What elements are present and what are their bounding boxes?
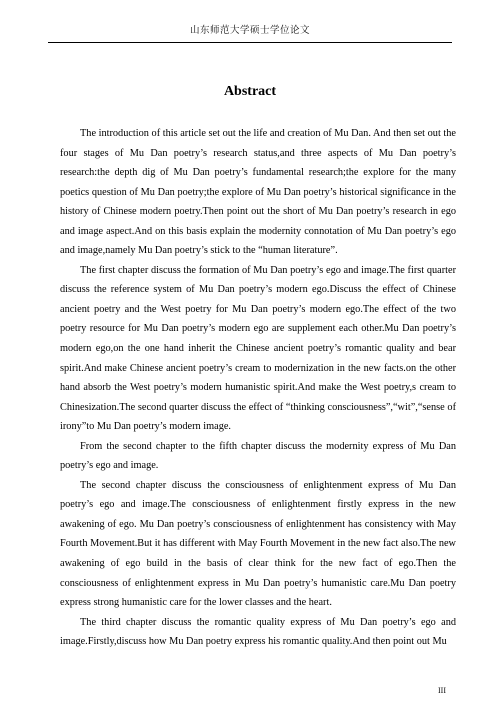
page-number: III (438, 686, 446, 695)
running-header: 山东师范大学硕士学位论文 (189, 26, 310, 36)
header-rule (48, 42, 452, 43)
paragraph: The second chapter discuss the consciousness of enlightenment express of Mu Dan poetry’s ego and image.The consciousness of enlightenment firstly express in the new awakening of ego. Mu Dan poetry’s consciousness of enlightenment has consistency with May Fourth Movement.But it has different with May Fourth Movement in the new fact also.The new awakening of ego build in the basis of clear think for the new fact of ego.Then the consciousness of enlightenment express in Mu Dan poetry’s humanistic care.Mu Dan poetry express strong humanistic care for the lower classes and the heart. (60, 479, 456, 609)
page-title: Abstract (223, 84, 277, 99)
abstract-body (60, 124, 456, 652)
paragraph: The third chapter discuss the romantic quality express of Mu Dan poetry’s ego and image.Firstly,discuss how Mu Dan poetry express his romantic quality.And then point out Mu (60, 616, 456, 648)
paragraph: The first chapter discuss the formation of Mu Dan poetry’s ego and image.The first quarter discuss the reference system of Mu Dan poetry’s modern ego.Discuss the effect of Chinese ancient poetry and the West poetry for Mu Dan poetry’s modern ego.The effect of the two poetry resource for Mu Dan poetry’s modern ego are supplement each other.Mu Dan poetry’s modern ego,on the one hand inherit the Chinese ancient poetry’s romantic quality and bear spirit.And make Chinese ancient poetry’s cream to modernization in the new facts.on the other hand absorb the West poetry’s modern humanistic spirit.And make the West poetry,s cream to Chinesization.The second quarter discuss the effect of “thinking consciousness”,“wit”,“sense of irony”to Mu Dan poetry’s modern image. (60, 264, 456, 433)
paragraph: From the second chapter to the fifth chapter discuss the modernity express of Mu Dan poetry’s ego and image. (60, 440, 456, 472)
paragraph: The introduction of this article set out the life and creation of Mu Dan. And then set out the four stages of Mu Dan poetry’s research status,and three aspects of Mu Dan poetry’s research:the depth dig of Mu Dan poetry’s fundamental research;the explore for the many poetics question of Mu Dan poetry;the explore of Mu Dan poetry’s historical significance in the history of Chinese modern poetry.Then point out the short of Mu Dan poetry’s research in ego and image aspect.And on this basis explain the modernity connotation of Mu Dan poetry’s ego and image,namely Mu Dan poetry’s stick to the “human literature”. (60, 128, 456, 257)
